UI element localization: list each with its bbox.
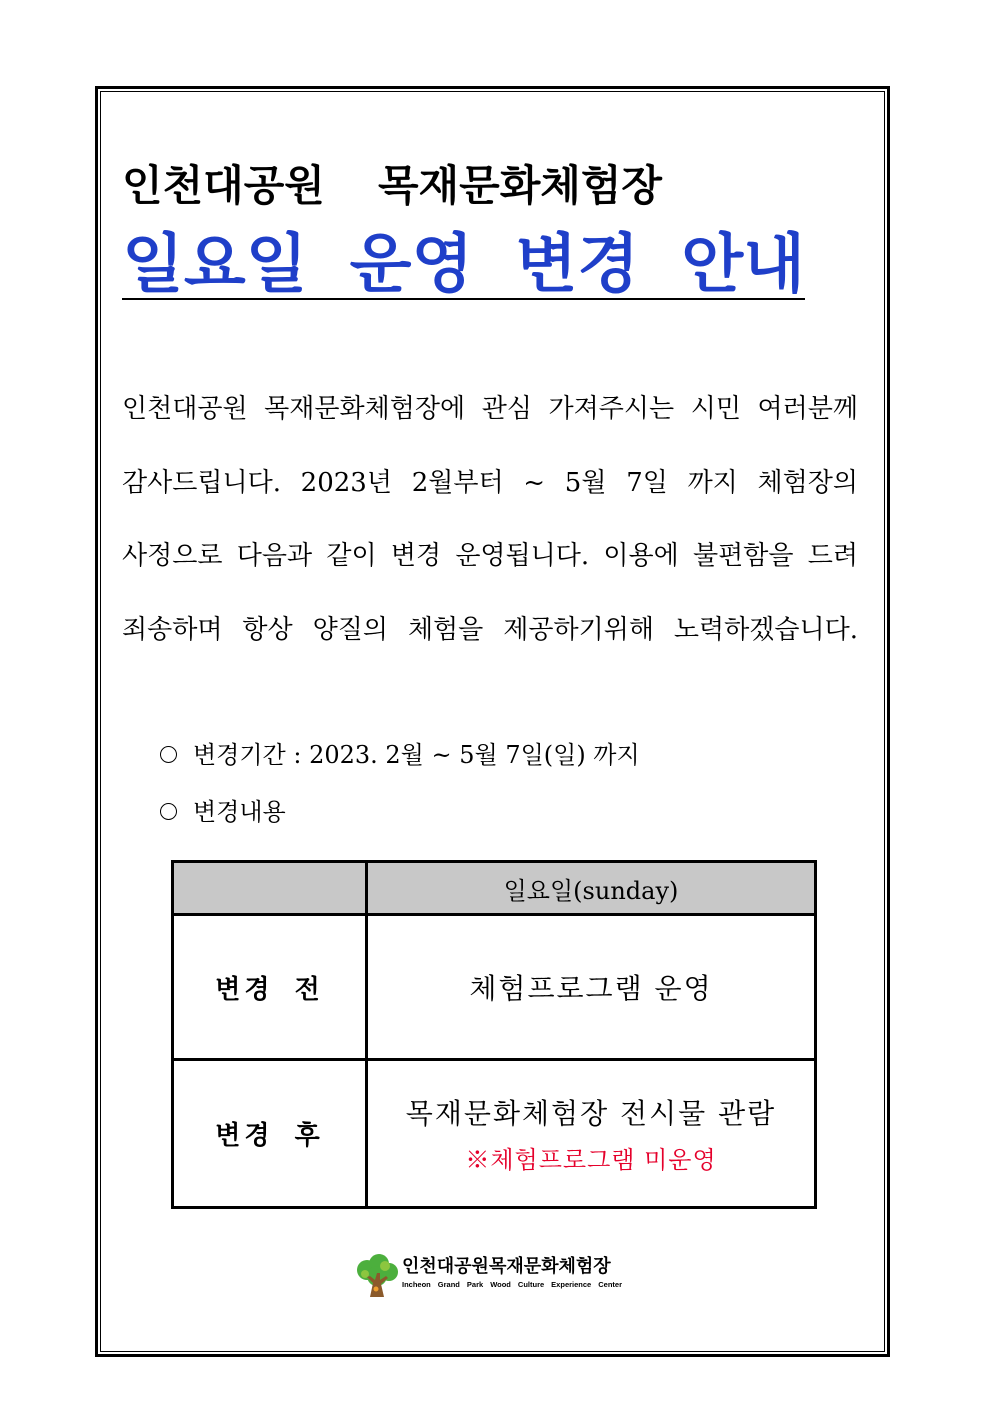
body-line: 인천대공원 목재문화체험장에 관심 가져주시는 시민 여러분께 — [122, 394, 858, 424]
row-label-cell — [173, 1060, 367, 1208]
change-table — [171, 860, 817, 1209]
center-name-title: 인천대공원 목재문화체험장 — [122, 161, 662, 210]
row-label-after: 변경 후 — [215, 1121, 324, 1151]
row-value-cell — [367, 1060, 816, 1208]
table-row — [173, 915, 816, 1060]
row-value-cell — [367, 915, 816, 1060]
row-label-cell — [173, 915, 367, 1060]
body-line: 사정으로 다음과 같이 변경 운영됩니다. 이용에 불편함을 드려 — [122, 541, 858, 572]
row-note-after: ※체험프로그램 미운영 — [465, 1146, 717, 1174]
circle-bullet-icon — [160, 746, 177, 763]
table-header-corner — [173, 862, 367, 915]
row-value-after: 목재문화체험장 전시물 관람 — [405, 1097, 777, 1130]
notice-headline: 일요일 운영 변경 안내 — [122, 228, 805, 302]
footer-logo — [355, 1252, 625, 1298]
table-row — [173, 1060, 816, 1208]
logo-name-korean: 인천대공원목재문화체험장 — [402, 1256, 611, 1277]
logo-name-english: Incheon Grand Park Wood Culture Experience Center — [402, 1280, 622, 1289]
circle-bullet-icon — [160, 803, 177, 820]
change-content-label: 변경내용 — [193, 798, 286, 826]
change-period-item — [160, 740, 680, 770]
tree-icon — [355, 1253, 399, 1297]
change-period-text: 변경기간 : 2023. 2월 ~ 5월 7일(일) 까지 — [193, 741, 640, 769]
table-header-row — [173, 862, 816, 915]
body-line: 죄송하며 항상 양질의 체험을 제공하기위해 노력하겠습니다. — [122, 615, 858, 646]
table-header-day: 일요일(sunday) — [367, 862, 816, 915]
body-line: 감사드립니다. 2023년 2월부터 ~ 5월 7일 까지 체험장의 — [122, 467, 858, 498]
row-value-before: 체험프로그램 운영 — [469, 972, 713, 1005]
notice-body — [122, 373, 858, 668]
change-content-item — [160, 797, 360, 827]
row-label-before: 변경 전 — [215, 974, 324, 1005]
